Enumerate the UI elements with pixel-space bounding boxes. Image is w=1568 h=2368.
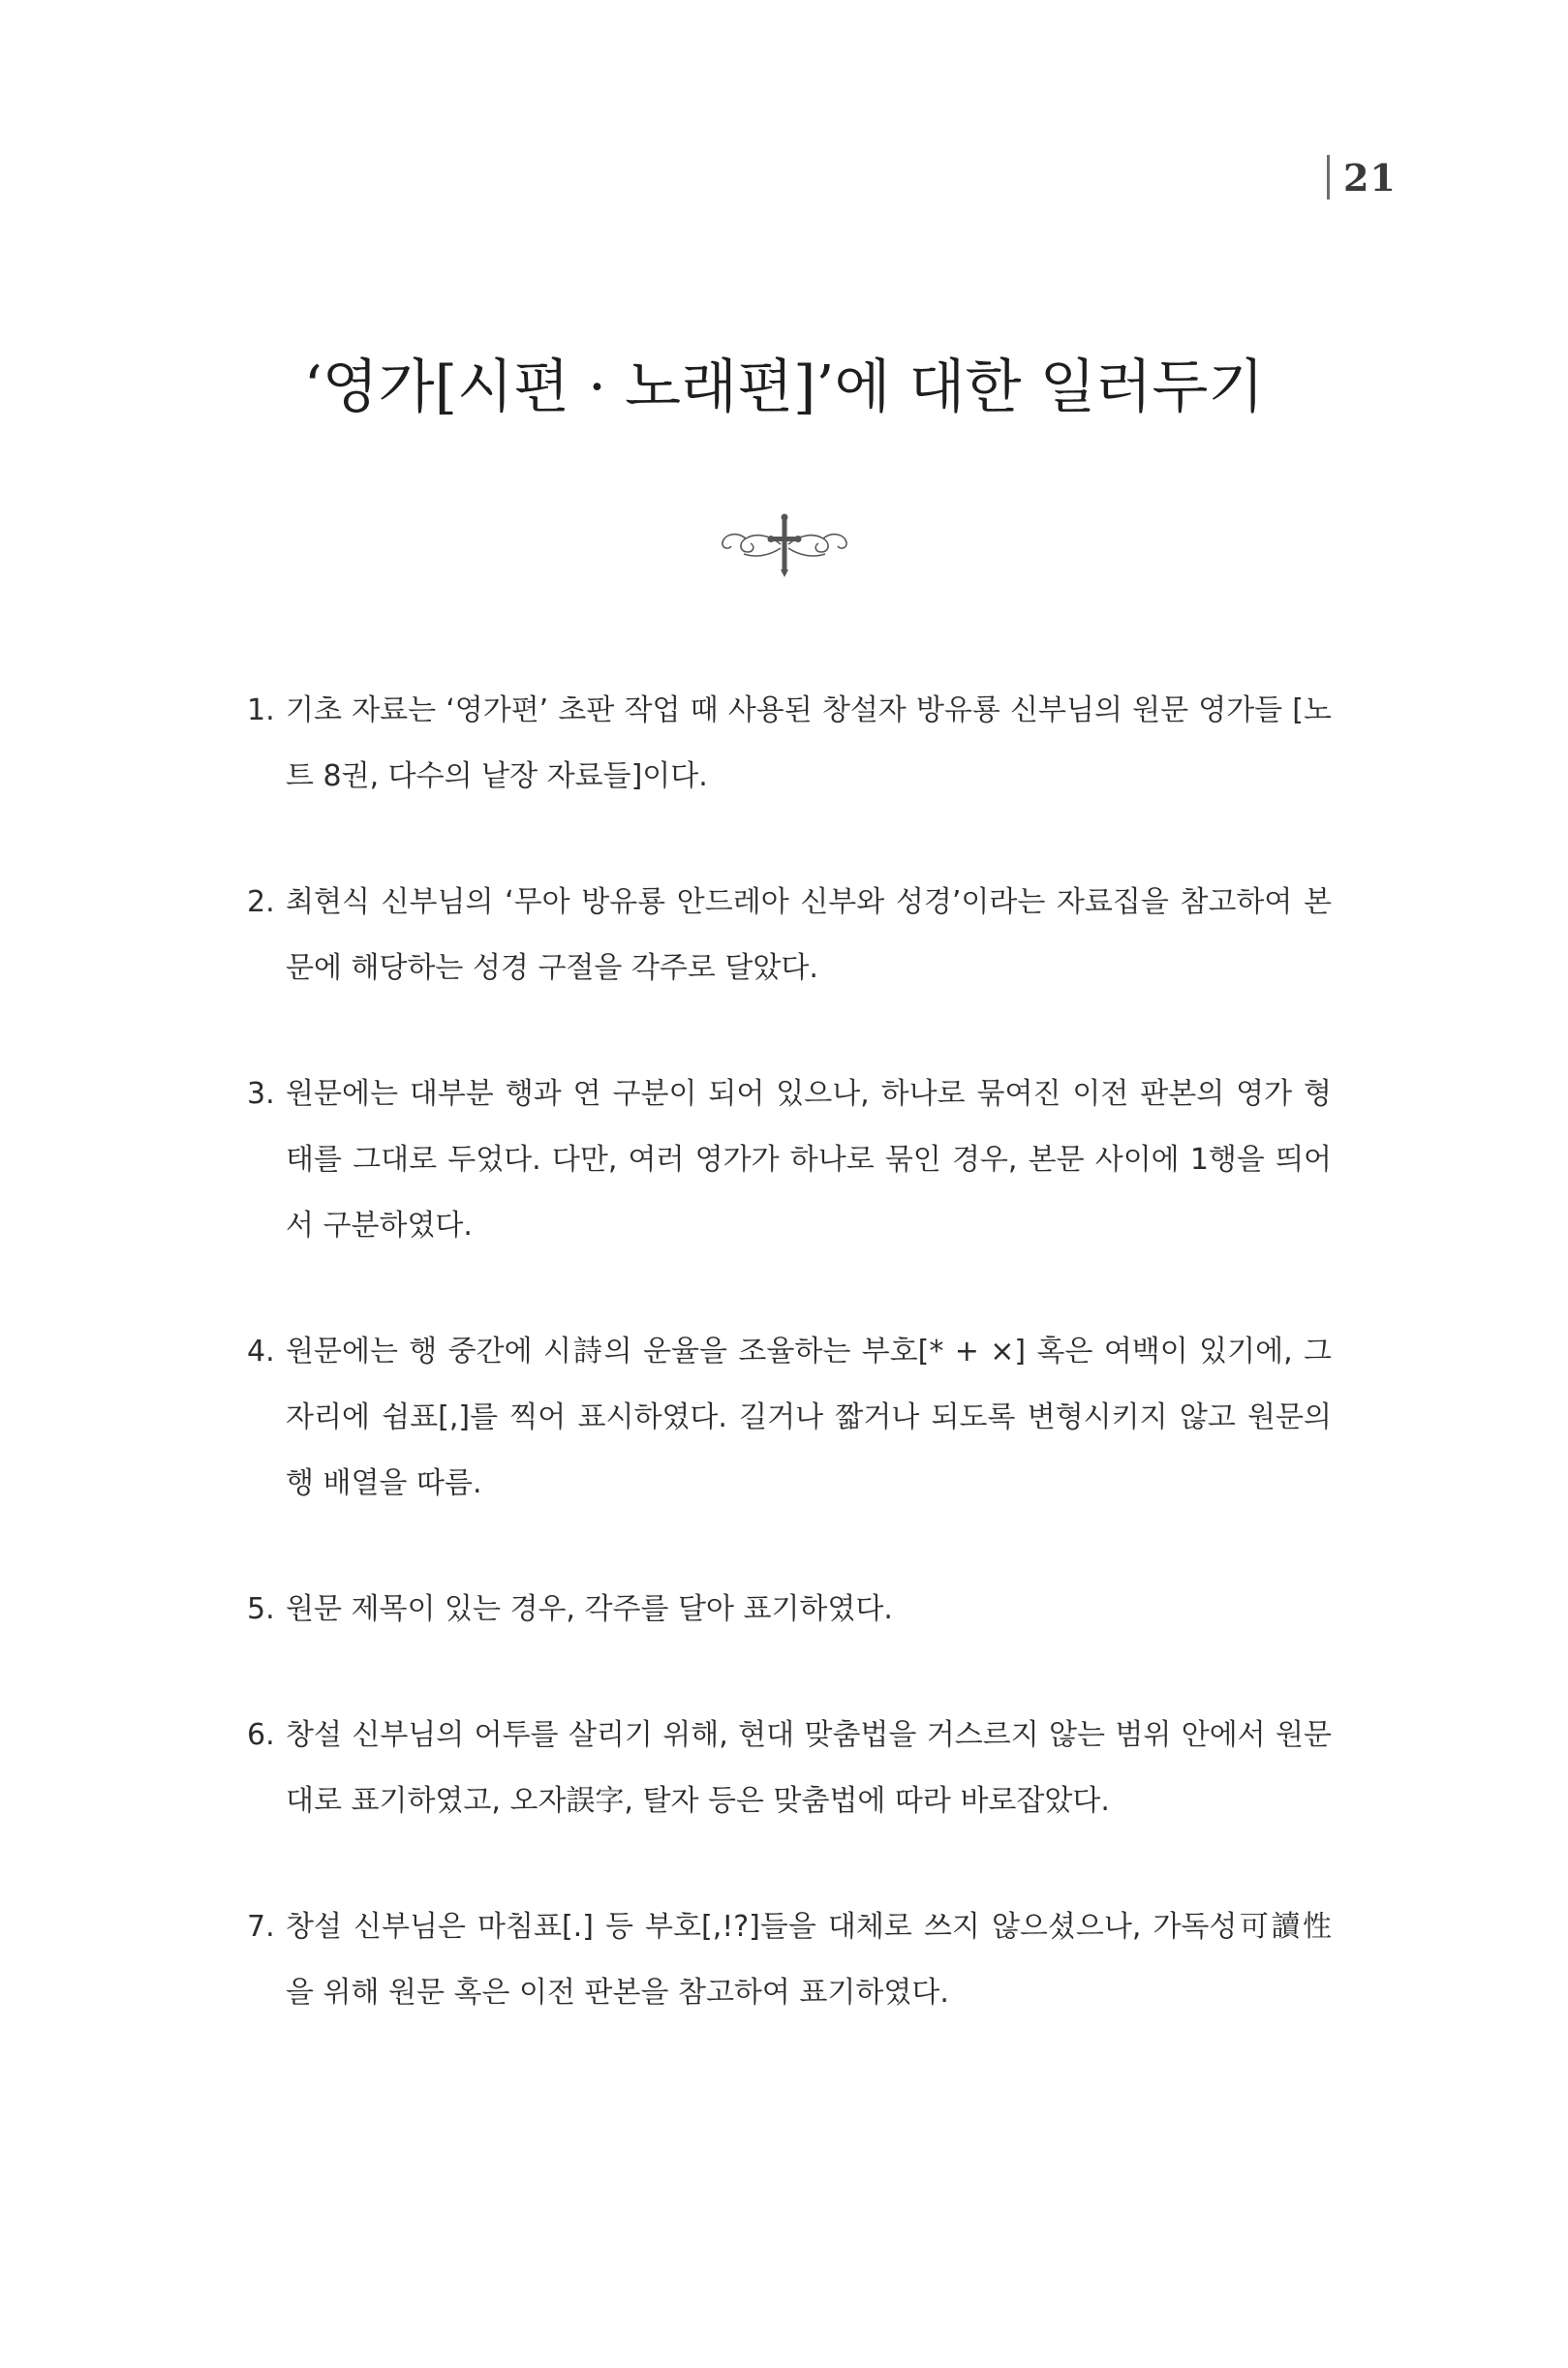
note-text: 창설 신부님은 마침표[.] 등 부호[,!?]들을 대체로 쓰지 않으셨으나, 가독성可讀性을 위해 원문 혹은 이전 판본을 참고하여 표기하였다. [286, 1910, 1332, 2010]
note-item [247, 1577, 1332, 1643]
note-item [247, 1703, 1332, 1834]
note-number: 7. [247, 1910, 275, 1944]
note-item [247, 1319, 1332, 1517]
note-text: 최현식 신부님의 ‘무아 방유룡 안드레아 신부와 성경’이라는 자료집을 참고하여 본문에 해당하는 성경 구절을 각주로 달았다. [286, 885, 1332, 985]
note-text: 창설 신부님의 어투를 살리기 위해, 현대 맞춤법을 거스르지 않는 범위 안에서 원문대로 표기하였고, 오자誤字, 탈자 등은 맞춤법에 따라 바로잡았다. [286, 1718, 1332, 1818]
note-number: 3. [247, 1077, 275, 1111]
note-number: 4. [247, 1335, 275, 1369]
page-number [1327, 155, 1397, 200]
note-number: 6. [247, 1718, 275, 1752]
notes-list [247, 678, 1332, 2026]
note-text: 원문에는 대부분 행과 연 구분이 되어 있으나, 하나로 묶여진 이전 판본의 영가 형태를 그대로 두었다. 다만, 여러 영가가 하나로 묶인 경우, 본문 사이에 1행을 띄어서 구분하였다. [286, 1077, 1332, 1243]
note-text: 기초 자료는 ‘영가편’ 초판 작업 때 사용된 창설자 방유룡 신부님의 원문 영가들 [노트 8권, 다수의 낱장 자료들]이다. [286, 693, 1332, 793]
page-number-text: 21 [1343, 155, 1397, 200]
note-text: 원문에는 행 중간에 시詩의 운율을 조율하는 부호[* + ×] 혹은 여백이 있기에, 그 자리에 쉼표[,]를 찍어 표시하였다. 길거나 짧거나 되도록 변형시키지 않고 원문의 행 배열을 따름. [286, 1335, 1332, 1500]
note-item [247, 1894, 1332, 2026]
note-text: 원문 제목이 있는 경우, 각주를 달아 표기하였다. [286, 1592, 893, 1626]
note-item [247, 870, 1332, 1001]
page-number-divider [1327, 155, 1330, 200]
note-number: 2. [247, 885, 275, 919]
page-title: ‘영가[시편 · 노래편]’에 대한 일러두기 [303, 354, 1265, 421]
note-number: 5. [247, 1592, 275, 1626]
note-item [247, 1061, 1332, 1259]
note-number: 1. [247, 693, 275, 727]
note-item [247, 678, 1332, 810]
cross-flourish-ornament-icon [717, 511, 852, 579]
